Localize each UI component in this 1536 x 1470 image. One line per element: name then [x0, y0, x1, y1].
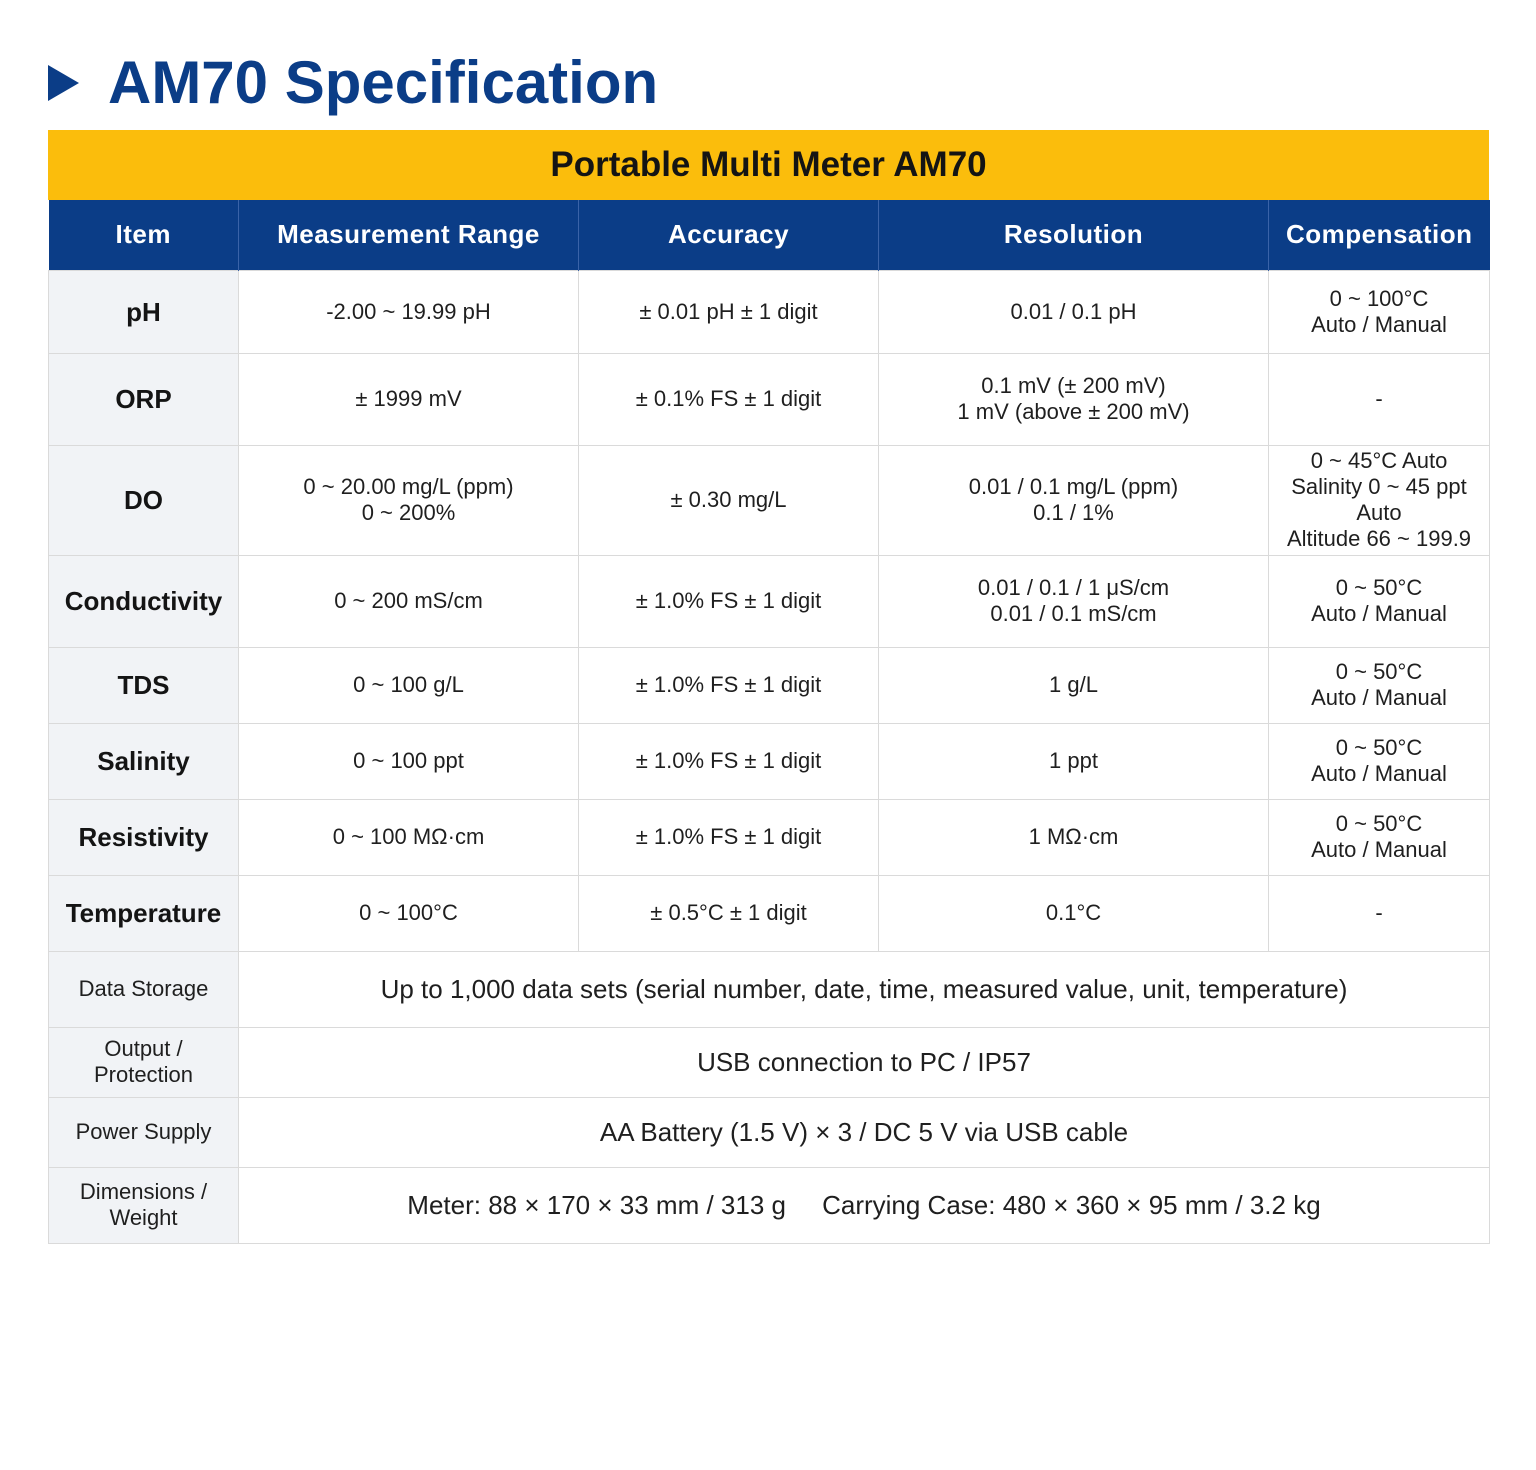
compensation-cell-line: Auto / Manual — [1311, 761, 1447, 786]
resolution-cell-line: 0.01 / 0.1 mg/L (ppm) — [968, 474, 1179, 499]
general-value-cell: Meter: 88 × 170 × 33 mm / 313 g Carrying Case: 480 × 360 × 95 mm / 3.2 kg — [239, 1167, 1490, 1243]
general-label-cell — [49, 951, 239, 1027]
accuracy-cell — [579, 270, 879, 353]
spec-table-container — [48, 130, 1489, 1244]
range-cell-line: 0 ~ 100 ppt — [353, 748, 464, 773]
general-label-cell-line: Power Supply — [75, 1119, 212, 1144]
range-cell — [239, 445, 579, 555]
header-row — [49, 200, 1490, 270]
general-value-cell: AA Battery (1.5 V) × 3 / DC 5 V via USB cable — [239, 1097, 1490, 1167]
range-cell-line: 0 ~ 20.00 mg/L (ppm) — [303, 474, 514, 499]
resolution-cell-line: 0.1 mV (± 200 mV) — [981, 373, 1166, 398]
general-label-cell-line: Data Storage — [78, 976, 209, 1001]
accuracy-cell — [579, 555, 879, 647]
resolution-cell-line: 0.01 / 0.1 pH — [1010, 298, 1137, 324]
accuracy-cell-line: ± 0.30 mg/L — [670, 487, 787, 512]
resolution-cell-line: 1 g/L — [1049, 672, 1098, 697]
table-row — [49, 647, 1490, 723]
header-resolution: Resolution — [879, 200, 1269, 270]
range-cell — [239, 875, 579, 951]
accuracy-cell — [579, 799, 879, 875]
triangle-bullet-icon — [48, 65, 79, 101]
general-label-cell — [49, 1027, 239, 1097]
accuracy-cell — [579, 647, 879, 723]
compensation-cell-line: Auto — [1356, 500, 1402, 525]
general-row — [49, 1167, 1490, 1243]
resolution-cell — [879, 875, 1269, 951]
accuracy-cell — [579, 445, 879, 555]
compensation-cell-line: Auto / Manual — [1311, 837, 1447, 862]
compensation-cell-line: - — [1375, 900, 1383, 925]
resolution-cell-line: 1 mV (above ± 200 mV) — [957, 399, 1190, 424]
general-label-cell-line: Output / — [104, 1036, 183, 1061]
item-cell: pH — [49, 270, 239, 353]
spec-table-body — [49, 270, 1490, 1243]
general-label-cell — [49, 1167, 239, 1243]
compensation-cell-line: Auto / Manual — [1311, 685, 1447, 710]
resolution-cell-line: 0.01 / 0.1 mS/cm — [990, 601, 1157, 626]
header-item: Item — [49, 200, 239, 270]
general-value-cell: Up to 1,000 data sets (serial number, date, time, measured value, unit, temperature) — [239, 951, 1490, 1027]
page-title: AM70 Specification — [108, 49, 659, 116]
compensation-cell — [1269, 555, 1490, 647]
compensation-cell-line: 0 ~ 50°C — [1335, 735, 1423, 760]
compensation-cell-line: Altitude 66 ~ 199.9 — [1286, 526, 1472, 551]
header-measurement-range: Measurement Range — [239, 200, 579, 270]
table-row — [49, 875, 1490, 951]
compensation-cell — [1269, 723, 1490, 799]
compensation-cell-line: 0 ~ 50°C — [1335, 811, 1423, 836]
item-cell: Conductivity — [49, 555, 239, 647]
resolution-cell-line: 0.01 / 0.1 / 1 μS/cm — [977, 575, 1170, 600]
range-cell-line: 0 ~ 200 mS/cm — [334, 588, 483, 613]
general-label-cell-line: Dimensions / — [79, 1179, 208, 1204]
table-row — [49, 270, 1490, 353]
compensation-cell — [1269, 353, 1490, 445]
general-value-cell: USB connection to PC / IP57 — [239, 1027, 1490, 1097]
accuracy-cell-line: ± 0.01 pH ± 1 digit — [639, 298, 818, 324]
item-cell: DO — [49, 445, 239, 555]
range-cell — [239, 799, 579, 875]
resolution-cell — [879, 555, 1269, 647]
resolution-cell — [879, 445, 1269, 555]
resolution-cell — [879, 270, 1269, 353]
item-cell: ORP — [49, 353, 239, 445]
general-row — [49, 1027, 1490, 1097]
header-compensation: Compensation — [1269, 200, 1490, 270]
resolution-cell-line: 1 ppt — [1049, 748, 1098, 773]
resolution-cell — [879, 353, 1269, 445]
resolution-cell-line: 0.1°C — [1045, 900, 1102, 925]
compensation-cell-line: - — [1375, 386, 1383, 411]
accuracy-cell-line: ± 1.0% FS ± 1 digit — [635, 672, 822, 697]
range-cell-line: 0 ~ 200% — [361, 500, 456, 525]
range-cell — [239, 723, 579, 799]
resolution-cell-line: 0.1 / 1% — [1033, 500, 1114, 525]
compensation-cell — [1269, 647, 1490, 723]
compensation-cell-line: Auto / Manual — [1311, 311, 1447, 337]
accuracy-cell-line: ± 1.0% FS ± 1 digit — [635, 588, 822, 613]
accuracy-cell — [579, 723, 879, 799]
table-row — [49, 353, 1490, 445]
accuracy-cell-line: ± 0.5°C ± 1 digit — [650, 900, 807, 925]
accuracy-cell-line: ± 0.1% FS ± 1 digit — [635, 386, 822, 411]
table-row — [49, 799, 1490, 875]
compensation-cell — [1269, 270, 1490, 353]
spec-table — [48, 200, 1490, 1244]
range-cell-line: -2.00 ~ 19.99 pH — [326, 298, 491, 324]
compensation-cell-line: Salinity 0 ~ 45 ppt — [1291, 474, 1467, 499]
range-cell-line: 0 ~ 100 MΩ·cm — [332, 824, 485, 849]
compensation-cell-line: 0 ~ 50°C — [1335, 659, 1423, 684]
accuracy-cell — [579, 875, 879, 951]
page-header — [48, 50, 658, 116]
compensation-cell — [1269, 875, 1490, 951]
range-cell — [239, 270, 579, 353]
item-cell: Resistivity — [49, 799, 239, 875]
resolution-cell-line: 1 MΩ·cm — [1028, 824, 1119, 849]
table-row — [49, 723, 1490, 799]
item-cell: Salinity — [49, 723, 239, 799]
general-label-cell — [49, 1097, 239, 1167]
table-row — [49, 445, 1490, 555]
compensation-cell-line: 0 ~ 100°C — [1329, 285, 1429, 311]
compensation-cell — [1269, 799, 1490, 875]
item-cell: TDS — [49, 647, 239, 723]
compensation-cell-line: 0 ~ 50°C — [1335, 575, 1423, 600]
item-cell: Temperature — [49, 875, 239, 951]
compensation-cell-line: Auto / Manual — [1311, 601, 1447, 626]
header-accuracy: Accuracy — [579, 200, 879, 270]
resolution-cell — [879, 647, 1269, 723]
range-cell-line: 0 ~ 100°C — [359, 900, 458, 925]
table-title: Portable Multi Meter AM70 — [48, 130, 1489, 200]
general-row — [49, 1097, 1490, 1167]
resolution-cell — [879, 799, 1269, 875]
general-label-cell-line: Protection — [93, 1062, 194, 1087]
range-cell — [239, 555, 579, 647]
accuracy-cell — [579, 353, 879, 445]
compensation-cell-line: 0 ~ 45°C Auto — [1310, 448, 1448, 473]
resolution-cell — [879, 723, 1269, 799]
table-row — [49, 555, 1490, 647]
general-row — [49, 951, 1490, 1027]
range-cell — [239, 353, 579, 445]
general-label-cell-line: Weight — [109, 1205, 178, 1230]
accuracy-cell-line: ± 1.0% FS ± 1 digit — [635, 824, 822, 849]
range-cell-line: ± 1999 mV — [355, 386, 462, 411]
accuracy-cell-line: ± 1.0% FS ± 1 digit — [635, 748, 822, 773]
range-cell-line: 0 ~ 100 g/L — [353, 672, 464, 697]
range-cell — [239, 647, 579, 723]
compensation-cell — [1269, 445, 1490, 555]
